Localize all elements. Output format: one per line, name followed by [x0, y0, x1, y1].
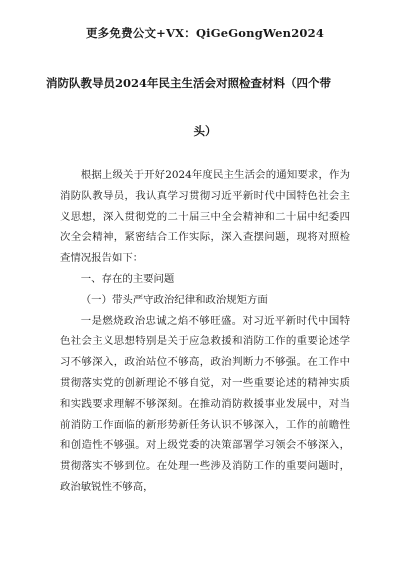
document-body [60, 165, 350, 498]
body-paragraph-1: 一是燃烧政治忠诚之焰不够旺盛。对习近平新时代中国特色社会主义思想特别是关于应急救援和消防工作的重要论述学习不够深入，政治站位不够高，政治判断力不够强。在工作中贯彻落实党的创新理论不够自觉，对一些重要论述的精神实质和实践要求理解不够深刻。在推动消防救援事业发展中，对当前消防工作面临的新形势新任务认识不够深入，工作的前瞻性和创造性不够强。对上级党委的决策部署学习领会不够深入，贯彻落实不够到位。在处理一些涉及消防工作的重要问题时，政治敏锐性不够高， [60, 314, 350, 493]
title-line-2: 头） [193, 124, 217, 138]
subsection-heading-1: （一）带头严守政治纪律和政治规矩方面 [80, 293, 268, 306]
header-note: 更多免费公文+VX：QiGeGongWen2024 [85, 26, 325, 40]
document-title [46, 72, 364, 142]
section-heading-1: 一、存在的主要问题 [80, 272, 175, 285]
intro-paragraph: 根据上级关于开好2024年度民主生活会的通知要求，作为消防队教导员，我认真学习贯彻习近平新时代中国特色社会主义思想，深入贯彻党的二十届三中全会精神和二十届中纪委四次全会精神，紧密结合工作实际，深入查摆问题，现将对照检查情况报告如下： [60, 169, 350, 265]
title-line-1: 消防队教导员2024年民主生活会对照检查材料（四个带 [46, 76, 332, 90]
